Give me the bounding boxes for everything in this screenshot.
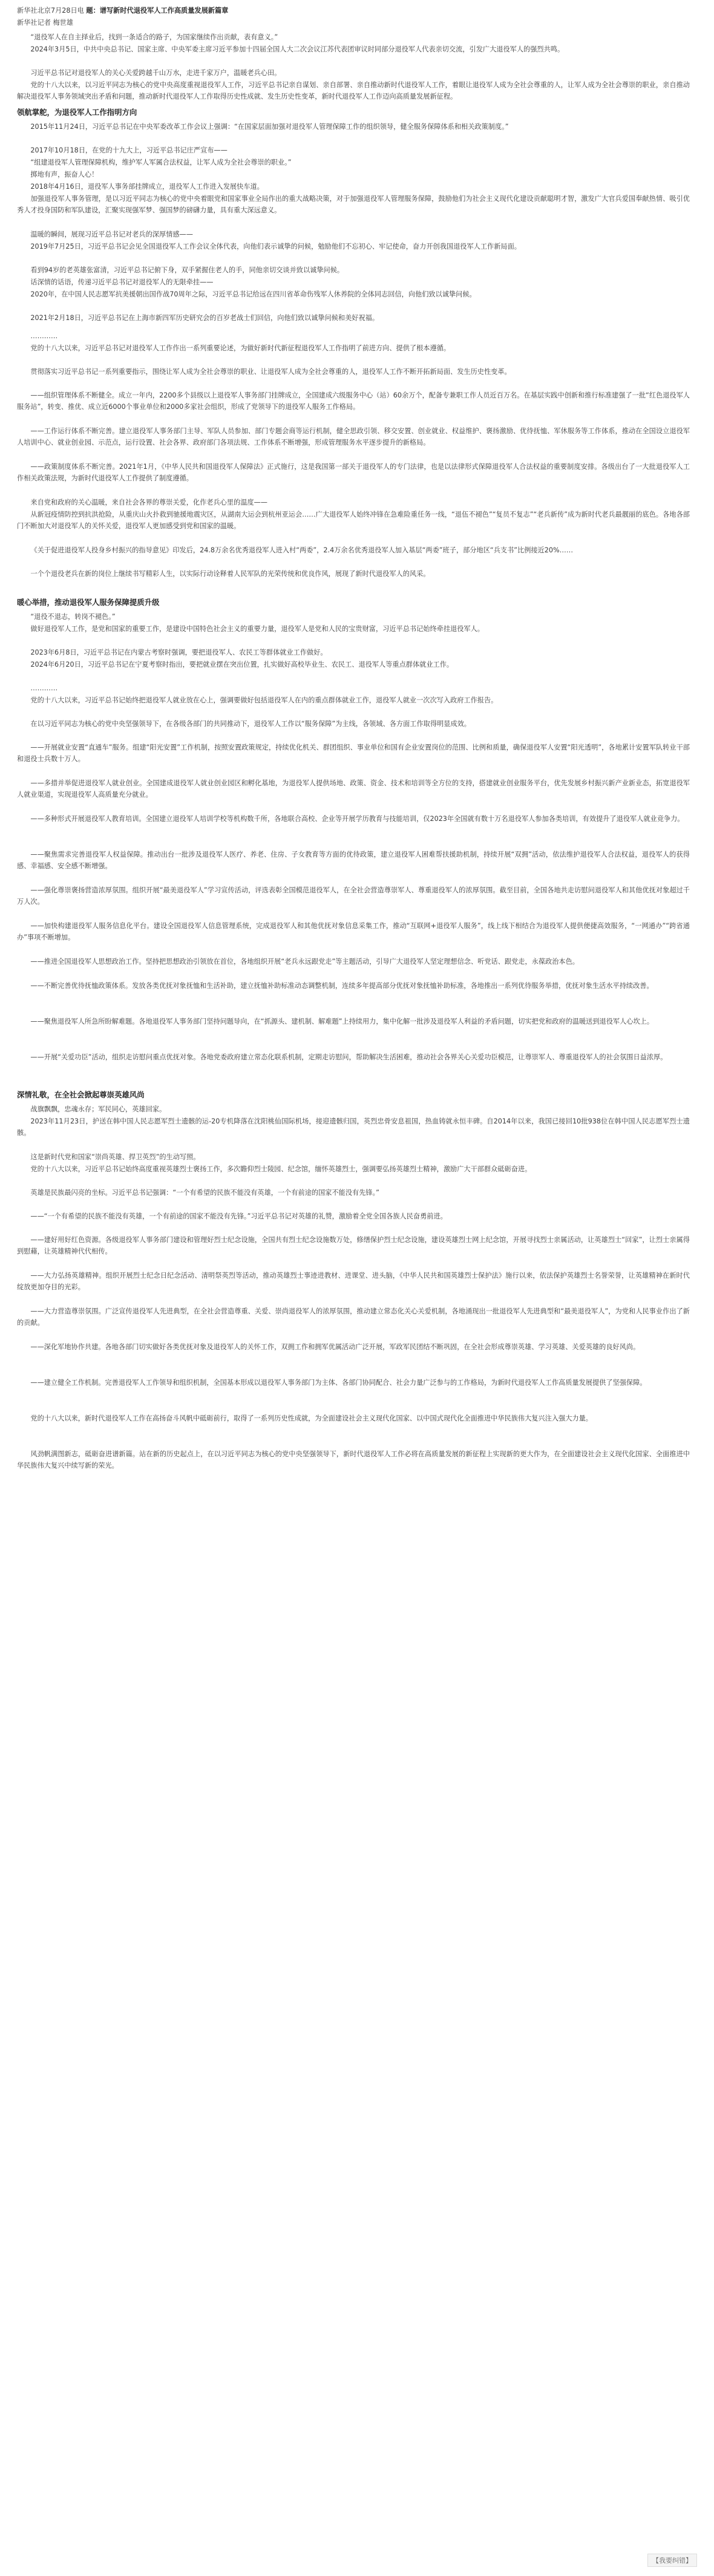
- paragraph: ——建好用好红色资源。各级退役军人事务部门建设和管理好烈士纪念设施，全国共有烈士纪念设施数万处，修缮保护烈士纪念设施，建设英雄烈士网上纪念馆，开展寻找烈士亲属活动，让英雄烈士“回家”，让烈士亲属得到慰藉，让英雄精神代代相传。: [17, 1236, 690, 1255]
- paragraph: 党的十八大以来，新时代退役军人工作在高扬奋斗风帆中砥砺前行，取得了一系列历史性成就，为全面建设社会主义现代化国家、以中国式现代化全面推进中华民族伟大复兴注入强大力量。: [30, 1414, 592, 1422]
- paragraph: 党的十八大以来，以习近平同志为核心的党中央高度重视退役军人工作，习近平总书记亲自谋划、亲自部署、亲自推动新时代退役军人工作，着眼让退役军人成为全社会尊重的人，让军人成为全社会尊崇的职业，亲自推动解决退役军人事务领域突出矛盾和问题，推动新时代退役军人工作取得历史性成就、发生历史性变革，新时代退役军人工作迈向高质量发展新征程。: [17, 81, 690, 100]
- section-heading: 暖心举措，推动退役军人服务保障提质升级: [17, 598, 160, 607]
- paragraph: 党的十八大以来，习近平总书记对退役军人工作作出一系列重要论述，为做好新时代新征程退役军人工作指明了前进方向、提供了根本遵循。: [30, 344, 451, 352]
- paragraph: 2024年3月5日，中共中央总书记、国家主席、中央军委主席习近平参加十四届全国人大二次会议江苏代表团审议时同部分退役军人代表亲切交流，引发广大退役军人的强烈共鸣。: [30, 45, 565, 53]
- paragraph: 掷地有声，振奋人心！: [30, 171, 99, 178]
- paragraph: 风劲帆满图新志，砥砺奋进谱新篇。站在新的历史起点上，在以习近平同志为核心的党中央坚强领导下，新时代退役军人工作必将在高质量发展的新征程上实现新的更大作为，在全面建设社会主义现代化国家、全面推进中华民族伟大复兴中续写新的荣光。: [17, 1450, 690, 1469]
- section-heading: 深情礼敬，在全社会掀起尊崇英雄风尚: [17, 1090, 145, 1099]
- paragraph: ——多种形式开展退役军人教育培训。全国建立退役军人培训学校等机构数千所，各地联合高校、企业等开展学历教育与技能培训，仅2023年全国就有数十万名退役军人参加各类培训，有效提升了退役军人就业竞争力。: [30, 815, 684, 823]
- paragraph: ——政策制度体系不断完善。2021年1月，《中华人民共和国退役军人保障法》正式施行，这是我国第一部关于退役军人的专门法律，也是以法律形式保障退役军人合法权益的重要制度安排。各级出台了一大批退役军人工作相关政策法规，为新时代退役军人工作提供了制度遵循。: [17, 463, 690, 482]
- paragraph: ——组织管理体系不断健全。成立一年内，2200多个县级以上退役军人事务部门挂牌成立，全国建成六级服务中心（站）60余万个，配备专兼职工作人员近百万名。在基层实践中创新和推行标准建强了一批“红色退役军人服务站”，转变、推优、成立近6000个事业单位和2000多家社会组织，形成了党领导下的退役军人服务工作格局。: [17, 391, 690, 411]
- paragraph: 温暖的瞬间，展现习近平总书记对老兵的深厚情感——: [30, 230, 193, 238]
- paragraph: 2018年4月16日，退役军人事务部挂牌成立，退役军人工作进入发展快车道。: [30, 183, 264, 191]
- paragraph: 做好退役军人工作，是党和国家的重要工作，是建设中国特色社会主义的重要力量，退役军人是党和人民的宝贵财富，习近平总书记始终牵挂退役军人。: [30, 625, 484, 633]
- paragraph: 看到94岁的老英雄张富清，习近平总书记俯下身，双手紧握住老人的手，同他亲切交谈并致以诚挚问候。: [30, 266, 344, 274]
- paragraph: 英雄是民族最闪亮的坐标。习近平总书记强调：“一个有希望的民族不能没有英雄，一个有前途的国家不能没有先锋。”: [30, 1189, 379, 1197]
- paragraph: 这是新时代党和国家“崇尚英雄、捍卫英烈”的生动写照。: [30, 1153, 200, 1161]
- paragraph: 2020年，在中国人民志愿军抗美援朝出国作战70周年之际，习近平总书记给远在四川省革命伤残军人休养院的全体同志回信，向他们致以诚挚问候。: [30, 290, 476, 298]
- paragraph: 一个个退役老兵在新的岗位上继续书写精彩人生，以实际行动诠释着人民军队的光荣传统和优良作风，展现了新时代退役军人的风采。: [30, 570, 430, 578]
- paragraph: ——深化军地协作共建。各地各部门切实做好各类优抚对象及退役军人的关怀工作，双拥工作和拥军优属活动广泛开展，军政军民团结不断巩固，在全社会形成尊崇英雄、学习英雄、关爱英雄的良好风尚。: [30, 1343, 640, 1351]
- paragraph: 2017年10月18日，在党的十九大上，习近平总书记庄严宣布——: [30, 146, 228, 154]
- section-heading: 领航掌舵，为退役军人工作指明方向: [17, 108, 137, 117]
- paragraph: ——开展“关爱功臣”活动，组织走访慰问重点优抚对象。各地党委政府建立常态化联系机制，定期走访慰问，帮助解决生活困难，推动社会各界关心关爱功臣模范，让尊崇军人、尊重退役军人的社会氛围日益浓厚。: [30, 1053, 667, 1061]
- paragraph: ——推进全国退役军人思想政治工作。坚持把思想政治引领放在首位，各地组织开展“老兵永远跟党走”等主题活动，引导广大退役军人坚定理想信念、听党话、跟党走，永葆政治本色。: [30, 958, 579, 966]
- paragraph: ——多措并举促进退役军人就业创业。全国建成退役军人就业创业园区和孵化基地，为退役军人提供场地、政策、资金、技术和培训等全方位的支持，搭建就业创业服务平台，优先发展乡村振兴新产业新业态，拓宽退役军人就业渠道，实现退役军人高质量充分就业。: [17, 779, 690, 799]
- paragraph: ——开展就业安置“直通车”服务。组建“阳光安置”工作机制，按照安置政策规定，持续优化机关、群团组织、事业单位和国有企业安置岗位的范围、比例和质量，确保退役军人安置“阳光透明”，各地累计安置军队转业干部和退役士兵数十万人。: [17, 744, 690, 763]
- paragraph: “退役不退志，转岗不褪色。”: [30, 613, 116, 621]
- paragraph: 2019年7月25日，习近平总书记会见全国退役军人工作会议全体代表，向他们表示诚挚的问候，勉励他们不忘初心、牢记使命，奋力开创我国退役军人工作新局面。: [30, 243, 521, 250]
- dateline: 新华社北京7月28日电: [17, 7, 84, 15]
- paragraph: 党的十八大以来，习近平总书记始终把退役军人就业放在心上，强调要做好包括退役军人在内的重点群体就业工作，退役军人就业一次次写入政府工作报告。: [30, 696, 498, 704]
- paragraph: ——工作运行体系不断完善。建立退役军人事务部门主导、军队人员参加、部门专题会商等运行机制，健全思政引领、移交安置、创业就业、权益维护、褒扬激励、优待抚恤、军休服务等工作体系，推动在全国设立退役军人培训中心、就业创业园、示范点，运行设置、社会各界、政府部门各项法规、工作体系不断增强，形成管理服务水平逐步提升的新格局。: [17, 427, 690, 446]
- paragraph: …………: [30, 684, 58, 692]
- article-opening: [17, 5, 690, 16]
- article-headline: 题：谱写新时代退役军人工作高质量发展新篇章: [86, 7, 229, 15]
- paragraph: 贯彻落实习近平总书记一系列重要指示，围绕让军人成为全社会尊崇的职业、让退役军人成为全社会尊重的人，退役军人工作不断开拓新局面、发生历史性变革。: [30, 368, 511, 376]
- paragraph: ——建立健全工作机制。完善退役军人工作领导和组织机制，全国基本形成以退役军人事务部门为主体、各部门协同配合、社会力量广泛参与的工作格局，为新时代退役军人工作高质量发展提供了坚强保障。: [30, 1379, 647, 1387]
- paragraph: 2015年11月24日，习近平总书记在中央军委改革工作会议上强调：“在国家层面加强对退役军人管理保障工作的组织领导，健全服务保障体系和相关政策制度。”: [30, 123, 509, 131]
- paragraph: 从新冠疫情防控到抗洪抢险，从重庆山火扑救到驰援地震灾区，从湖南大运会到杭州亚运会……广大退役军人始终冲锋在急难险重任务一线，“退伍不褪色”“复员不复志”“老兵新传”成为新时代老兵最靓丽的底色。各地各部门不断加大对退役军人的关怀关爱，退役军人更加感受到党和国家的温暖。: [17, 511, 690, 530]
- paragraph: 加强退役军人事务管理，是以习近平同志为核心的党中央着眼党和国家事业全局作出的重大战略决策，对于加强退役军人管理服务保障，鼓励他们为社会主义现代化建设贡献聪明才智，激发广大官兵爱国奉献热情、吸引优秀人才投身国防和军队建设，汇聚实现强军梦、强国梦的磅礴力量，具有重大深远意义。: [17, 195, 690, 214]
- paragraph: ——聚焦退役军人所急所盼解难题。各地退役军人事务部门坚持问题导向，在“抓源头、建机制、解难题”上持续用力，集中化解一批涉及退役军人利益的矛盾问题，切实把党和政府的温暖送到退役军人心坎上。: [30, 1018, 654, 1025]
- paragraph: “退役军人在自主择业后，找到一条适合的路子，为国家继续作出贡献，表有意义。”: [30, 33, 278, 41]
- paragraph: …………: [30, 332, 58, 340]
- paragraph: ——聚焦需求完善退役军人权益保障。推动出台一批涉及退役军人医疗、养老、住房、子女教育等方面的优待政策，建立退役军人困难帮扶援助机制，持续开展“双拥”活动，依法维护退役军人合法权益，退役军人的获得感、幸福感、安全感不断增强。: [17, 851, 690, 870]
- paragraph: ——大力弘扬英雄精神。组织开展烈士纪念日纪念活动、清明祭英烈等活动，推动英雄烈士事迹进教材、进课堂、进头脑，《中华人民共和国英雄烈士保护法》施行以来，依法保护英雄烈士名誉荣誉，让英雄精神在新时代绽放更加夺目的光彩。: [17, 1272, 690, 1291]
- paragraph: “组建退役军人管理保障机构，维护军人军属合法权益，让军人成为全社会尊崇的职业。”: [30, 159, 292, 166]
- paragraph: ——“一个有希望的民族不能没有英雄，一个有前途的国家不能没有先锋。”习近平总书记对英雄的礼赞，激励着全党全国各族人民奋勇前进。: [30, 1212, 447, 1220]
- paragraph: ——不断完善优待抚恤政策体系。发放各类优抚对象抚恤和生活补助，建立抚恤补助标准动态调整机制，连续多年提高部分优抚对象抚恤补助标准，各地推出一系列优待服务举措，优抚对象生活水平持续改善。: [30, 982, 653, 990]
- paragraph: 习近平总书记对退役军人的关心关爱跨越千山万水，走进千家万户，温暖老兵心田。: [30, 69, 281, 77]
- paragraph: 战旗飘飘，忠魂永存；军民同心，英雄回家。: [30, 1105, 166, 1113]
- paragraph: ——强化尊崇褒扬营造浓厚氛围。组织开展“最美退役军人”学习宣传活动，评选表彰全国模范退役军人，在全社会营造尊崇军人、尊重退役军人的浓厚氛围。截至目前，全国各地共走访慰问退役军人和其他优抚对象超过千万人次。: [17, 886, 690, 906]
- paragraph: 《关于促进退役军人投身乡村振兴的指导意见》印发后，24.8万余名优秀退役军人进入村“两委”，2.4万余名优秀退役军人加入基层“两委”班子，部分地区“兵支书”比例接近20%……: [30, 546, 574, 554]
- report-error-button[interactable]: 【我要纠错】: [647, 2554, 697, 2567]
- paragraph: 2023年6月8日，习近平总书记在内蒙古考察时强调，要把退役军人、农民工等群体就业工作做好。: [30, 649, 327, 656]
- reporter-line: 新华社记者 梅世雄: [17, 19, 74, 27]
- paragraph: 党的十八大以来，习近平总书记始终高度重视英雄烈士褒扬工作，多次瞻仰烈士陵园、纪念馆，缅怀英雄烈士，强调要弘扬英雄烈士精神，激励广大干部群众砥砺奋进。: [30, 1165, 532, 1173]
- paragraph: 话深情的话语，传递习近平总书记对退役军人的无限牵挂——: [30, 278, 214, 286]
- paragraph: ——大力营造尊崇氛围。广泛宣传退役军人先进典型，在全社会营造尊重、关爱、崇尚退役军人的浓厚氛围，推动建立常态化关心关爱机制，各地涌现出一批退役军人先进典型和“最美退役军人”，为党和人民事业作出了新的贡献。: [17, 1307, 690, 1327]
- paragraph: ——加快构建退役军人服务信息化平台。建设全国退役军人信息管理系统，完成退役军人和其他优抚对象信息采集工作，推动“互联网+退役军人服务”，线上线下相结合为退役军人提供便捷高效服务，“一网通办”“跨省通办”事项不断增加。: [17, 922, 690, 941]
- paragraph: 在以习近平同志为核心的党中央坚强领导下，在各级各部门的共同推动下，退役军人工作以“服务保障”为主线，各领域、各方面工作取得明显成效。: [30, 720, 471, 728]
- paragraph: 2023年11月23日，护送在韩中国人民志愿军烈士遗骸的运-20专机降落在沈阳桃仙国际机场，接迎遗骸归国，英烈忠骨安息祖国，热血铸就永恒丰碑。自2014年以来，我国已接回10批938位在韩中国人民志愿军烈士遗骸。: [17, 1117, 690, 1137]
- paragraph: 2021年2月18日，习近平总书记在上海市新四军历史研究会的百岁老战士们回信，向他们致以诚挚问候和美好祝福。: [30, 314, 379, 322]
- paragraph: 来自党和政府的关心温暖，来自社会各界的尊崇关爱，化作老兵心里的温度——: [30, 499, 267, 506]
- paragraph: 2024年6月20日，习近平总书记在宁夏考察时指出，要把就业摆在突出位置，扎实做好高校毕业生、农民工、退役军人等重点群体就业工作。: [30, 661, 454, 669]
